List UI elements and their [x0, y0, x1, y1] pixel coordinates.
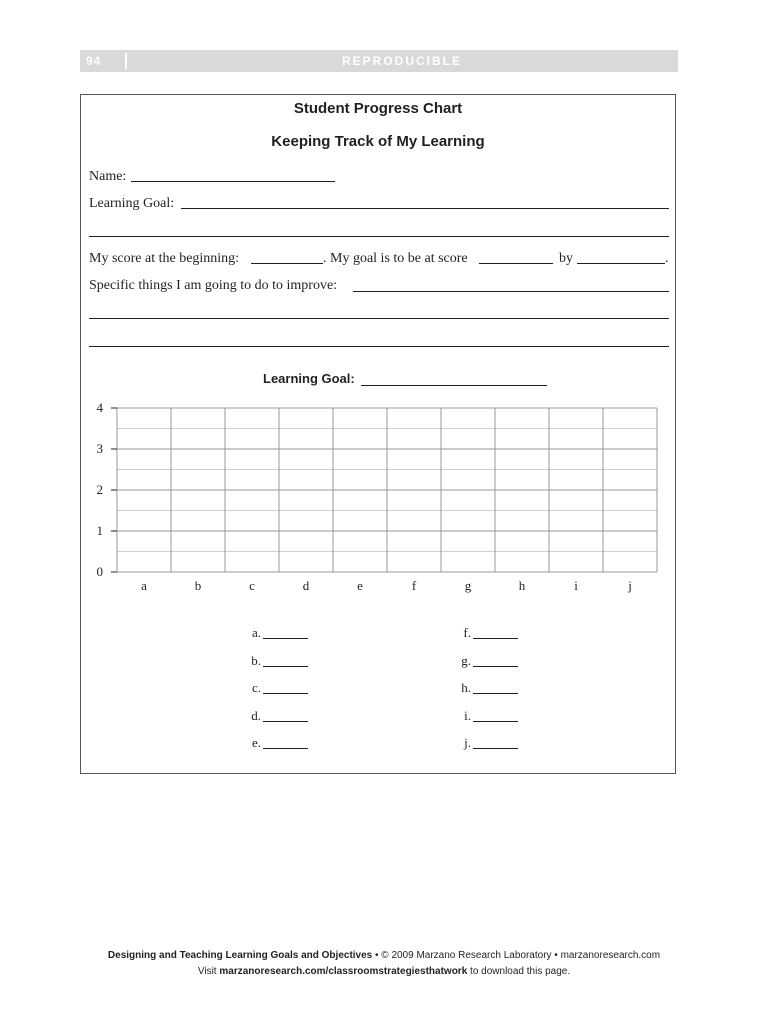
legend-item-label: e. — [251, 735, 261, 750]
x-tick-label: g — [464, 578, 472, 593]
legend-item — [241, 680, 361, 700]
footer-download — [0, 966, 768, 977]
legend-item-label: c. — [251, 680, 261, 695]
header-bar — [80, 50, 678, 72]
footer-credit — [0, 950, 768, 961]
improve-label: Specific things I am going to do to improve: — [89, 278, 338, 293]
legend-item-label: j. — [464, 735, 471, 750]
improve-field-line-2[interactable] — [89, 318, 669, 319]
footer-download-text: to download this page. — [467, 966, 571, 977]
legend-item-field[interactable] — [473, 721, 518, 722]
name-label: Name: — [89, 169, 127, 184]
legend-item-label: h. — [461, 680, 471, 695]
page-number: 94 — [86, 54, 102, 68]
goal-score-label: . My goal is to be at score — [323, 251, 468, 266]
x-tick-label: c — [249, 578, 255, 593]
chart-learning-goal-field[interactable] — [361, 385, 547, 386]
x-tick-label: a — [141, 578, 147, 593]
legend-item — [451, 625, 571, 645]
x-tick-label: h — [518, 578, 526, 593]
goal-score-field[interactable] — [479, 263, 553, 264]
legend-item — [451, 708, 571, 728]
form-title: Student Progress Chart — [293, 100, 463, 117]
by-label: by — [559, 251, 573, 266]
y-tick-label: 2 — [96, 482, 103, 497]
footer-visit: Visit — [197, 966, 220, 977]
x-tick-label: d — [302, 578, 310, 593]
score-beginning-field[interactable] — [251, 263, 323, 264]
learning-goal-field-line-2[interactable] — [89, 236, 669, 237]
legend-item-label: g. — [461, 652, 471, 668]
legend-item-label: f. — [463, 625, 471, 640]
header-divider — [125, 53, 127, 69]
legend-item — [451, 653, 571, 673]
legend-item — [451, 680, 571, 700]
legend-item-label: b. — [251, 652, 261, 668]
progress-chart-form — [80, 94, 676, 774]
x-tick-label: i — [574, 578, 578, 593]
x-tick-label: b — [194, 578, 202, 593]
improve-field[interactable] — [353, 291, 669, 292]
legend-item-label: i. — [464, 707, 471, 723]
legend-item — [241, 653, 361, 673]
legend-item-label: d. — [251, 707, 261, 723]
legend-item-field[interactable] — [263, 748, 308, 749]
x-tick-label: f — [411, 578, 417, 593]
legend-item — [241, 735, 361, 755]
legend-item-field[interactable] — [263, 666, 308, 667]
by-date-field[interactable] — [577, 263, 665, 264]
learning-goal-label: Learning Goal: — [89, 196, 175, 211]
legend-item-field[interactable] — [473, 638, 518, 639]
footer-copyright: • © 2009 Marzano Research Laboratory • marzanoresearch.com — [372, 950, 661, 961]
chart-title: Learning Goal: — [263, 371, 355, 386]
period: . — [665, 251, 669, 266]
reproducible-label: REPRODUCIBLE — [341, 54, 462, 68]
legend-item-field[interactable] — [473, 666, 518, 667]
legend-item — [241, 625, 361, 645]
legend-item-field[interactable] — [473, 748, 518, 749]
legend-item-field[interactable] — [473, 693, 518, 694]
y-tick-label: 4 — [96, 400, 103, 415]
learning-goal-field[interactable] — [181, 208, 669, 209]
y-tick-label: 1 — [96, 523, 103, 538]
legend-item-field[interactable] — [263, 693, 308, 694]
legend-item — [241, 708, 361, 728]
name-field[interactable] — [131, 181, 335, 182]
legend-item-field[interactable] — [263, 721, 308, 722]
progress-chart — [81, 395, 677, 615]
legend-item-label: a. — [251, 625, 261, 640]
form-subtitle: Keeping Track of My Learning — [271, 133, 485, 150]
x-tick-label: e — [357, 578, 363, 593]
y-tick-label: 3 — [96, 441, 103, 456]
footer-book-title: Designing and Teaching Learning Goals and Objectives — [107, 950, 373, 961]
score-beginning-label: My score at the beginning: — [89, 251, 240, 266]
footer-url[interactable]: marzanoresearch.com/classroomstrategiesthatwork — [219, 966, 468, 977]
x-tick-label: j — [628, 578, 632, 593]
legend-item — [451, 735, 571, 755]
legend-item-field[interactable] — [263, 638, 308, 639]
improve-field-line-3[interactable] — [89, 346, 669, 347]
y-tick-label: 0 — [96, 564, 103, 579]
